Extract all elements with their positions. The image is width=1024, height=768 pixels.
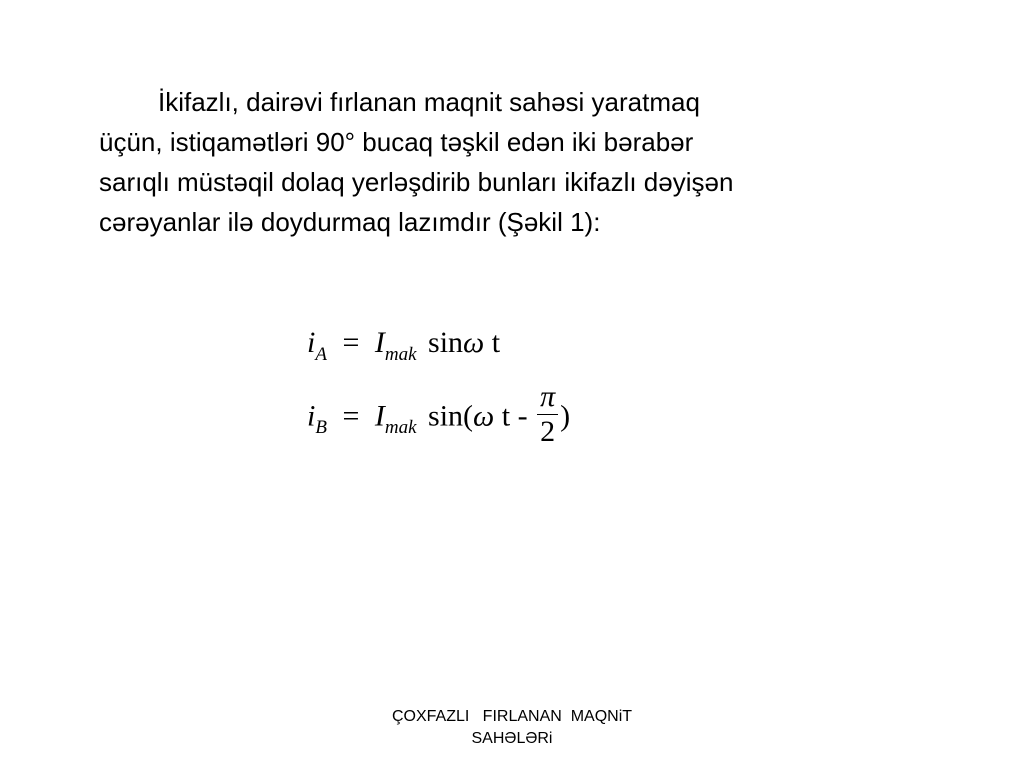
- eq2-close-paren: ): [560, 399, 571, 433]
- eq1-lhs-subscript: A: [315, 344, 327, 365]
- paragraph-line-4: cərəyanlar ilə doydurmaq lazımdır (Şəkil 1):: [99, 207, 601, 237]
- eq1-sin-function: sin: [428, 326, 464, 359]
- eq2-minus-sign: -: [517, 399, 528, 433]
- eq2-fraction-numerator: π: [540, 380, 556, 413]
- slide-footer: [312, 706, 712, 750]
- eq1-omega: ω: [463, 326, 485, 359]
- eq2-time: t: [501, 399, 511, 433]
- paragraph-line-1: İkifazlı, dairəvi fırlanan maqnit sahəsi yaratmaq: [158, 87, 700, 117]
- eq1-time: t: [491, 326, 501, 359]
- equation-current-a: [307, 326, 501, 365]
- eq2-equals-sign: =: [342, 399, 360, 433]
- eq1-equals-sign: =: [342, 326, 360, 359]
- eq2-fraction: [537, 382, 558, 447]
- footer-line-1: ÇOXFAZLI FIRLANAN MAQNiT: [391, 708, 633, 725]
- eq2-lhs-subscript: B: [315, 417, 327, 439]
- eq2-fraction-denominator: 2: [540, 415, 556, 448]
- eq2-omega: ω: [473, 399, 495, 433]
- eq2-amplitude-subscript: mak: [384, 417, 417, 439]
- eq1-amplitude-subscript: mak: [384, 344, 417, 365]
- body-paragraph: [99, 82, 959, 242]
- eq1-amplitude-var: I: [374, 326, 385, 359]
- eq1-lhs-var: i: [307, 326, 316, 359]
- equation-current-b: [307, 380, 571, 451]
- footer-line-2: SAHƏLƏRi: [471, 730, 553, 747]
- eq2-lhs-var: i: [307, 399, 316, 433]
- paragraph-line-3: sarıqlı müstəqil dolaq yerləşdirib bunları ikifazlı dəyişən: [99, 167, 734, 197]
- paragraph-line-2: üçün, istiqamətləri 90° bucaq təşkil edən iki bərabər: [99, 127, 694, 157]
- eq2-amplitude-var: I: [374, 399, 385, 433]
- eq2-sin-open: sin(: [428, 399, 474, 433]
